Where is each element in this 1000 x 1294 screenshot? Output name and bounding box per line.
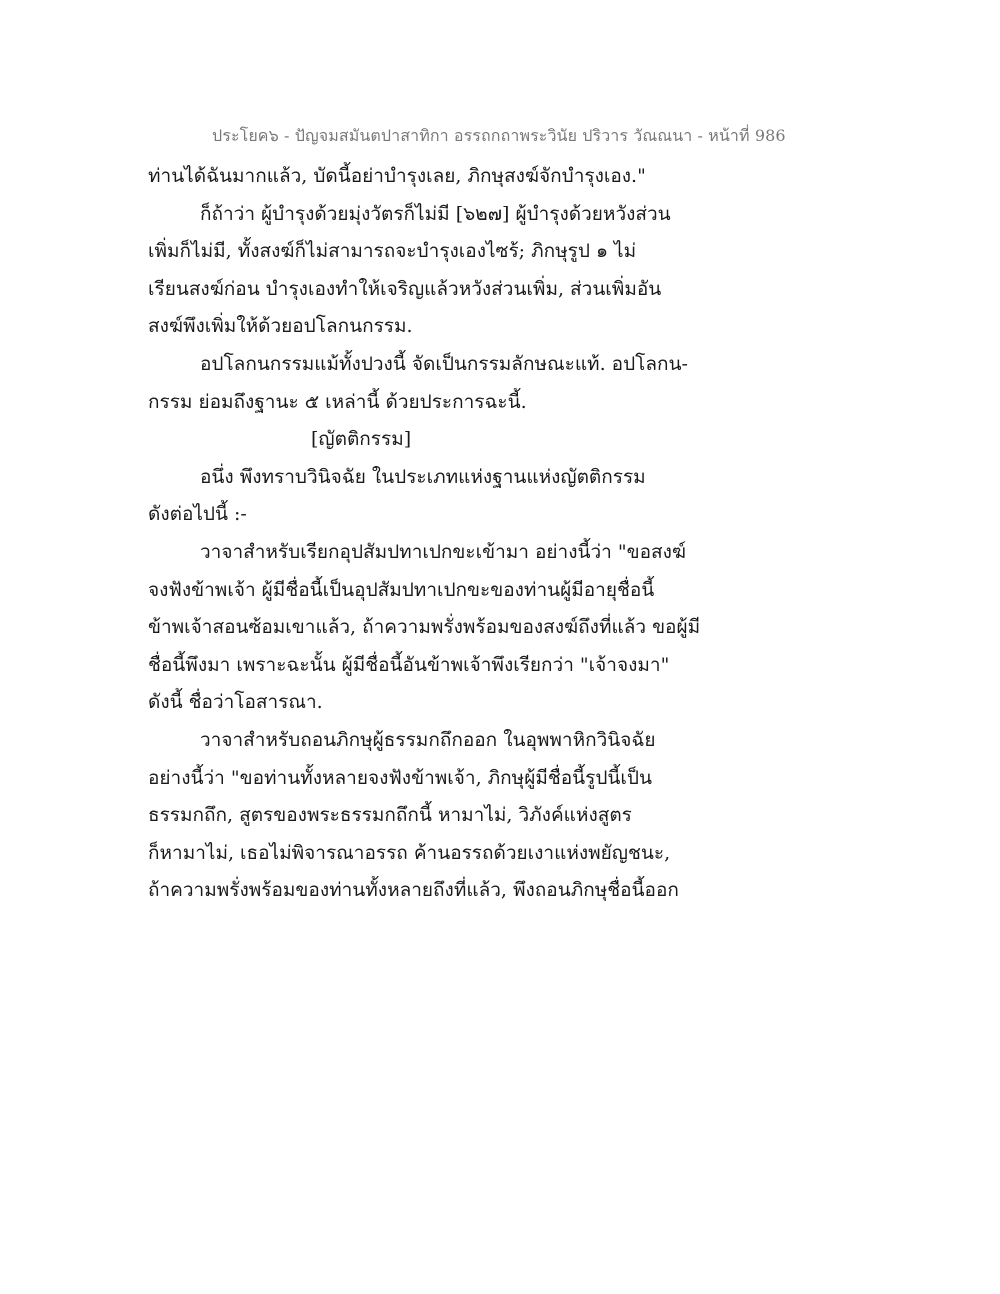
- text-line: ถ้าความพรั่งพร้อมของท่านทั้งหลายถึงที่แล้ว, พึงถอนภิกษุชื่อนี้ออก: [148, 879, 679, 902]
- text-line: ชื่อนี้พึงมา เพราะฉะนั้น ผู้มีชื่อนี้อันข้าพเจ้าพึงเรียกว่า "เจ้าจงมา": [148, 653, 670, 676]
- text-line: เรียนสงฆ์ก่อน บำรุงเองทำให้เจริญแล้วหวังส่วนเพิ่ม, ส่วนเพิ่มอัน: [148, 277, 662, 300]
- text-line: อนึ่ง พึงทราบวินิจฉัย ในประเภทแห่งฐานแห่งญัตติกรรม: [200, 465, 646, 488]
- section-heading: [ญัตติกรรม]: [311, 428, 412, 451]
- text-line: วาจาสำหรับเรียกอุปสัมปทาเปกขะเข้ามา อย่างนี้ว่า "ขอสงฆ์: [200, 540, 686, 563]
- text-line: ข้าพเจ้าสอนซ้อมเขาแล้ว, ถ้าความพรั่งพร้อมของสงฆ์ถึงที่แล้ว ขอผู้มี: [148, 616, 701, 639]
- text-line: กรรม ย่อมถึงฐานะ ๕ เหล่านี้ ด้วยประการฉะนี้.: [148, 390, 527, 413]
- text-line: วาจาสำหรับถอนภิกษุผู้ธรรมกถึกออก ในอุพพาหิกวินิจฉัย: [200, 728, 656, 751]
- text-line: ดังต่อไปนี้ :-: [148, 503, 247, 526]
- text-line: สงฆ์พึงเพิ่มให้ด้วยอปโลกนกรรม.: [148, 315, 413, 338]
- text-line: เพิ่มก็ไม่มี, ทั้งสงฆ์ก็ไม่สามารถจะบำรุงเองไซร้; ภิกษุรูป ๑ ไม่: [148, 240, 637, 263]
- text-line: อปโลกนกรรมแม้ทั้งปวงนี้ จัดเป็นกรรมลักษณะแท้. อปโลกน-: [200, 352, 688, 375]
- text-line: ก็ถ้าว่า ผู้บำรุงด้วยมุ่งวัตรก็ไม่มี [๖๒๗] ผู้บำรุงด้วยหวังส่วน: [200, 202, 671, 225]
- running-header: ประโยค๖ - ปัญจมสมันตปาสาทิกา อรรถกถาพระวินัย ปริวาร วัณณนา - หน้าที่ 986: [212, 126, 786, 145]
- text-line: ท่านได้ฉันมากแล้ว, บัดนี้อย่าบำรุงเลย, ภิกษุสงฆ์จักบำรุงเอง.": [148, 165, 646, 187]
- text-line: ธรรมกถึก, สูตรของพระธรรมกถึกนี้ หามาไม่, วิภังค์แห่งสูตร: [148, 804, 632, 827]
- text-line: จงฟังข้าพเจ้า ผู้มีชื่อนี้เป็นอุปสัมปทาเปกขะของท่านผู้มีอายุชื่อนี้: [148, 578, 655, 601]
- body-text: [148, 158, 708, 910]
- text-line: ดังนี้ ชื่อว่าโอสารณา.: [148, 691, 323, 714]
- text-line: อย่างนี้ว่า "ขอท่านทั้งหลายจงฟังข้าพเจ้า, ภิกษุผู้มีชื่อนี้รูปนี้เป็น: [148, 766, 652, 789]
- text-line: ก็หามาไม่, เธอไม่พิจารณาอรรถ ค้านอรรถด้วยเงาแห่งพยัญชนะ,: [148, 841, 671, 864]
